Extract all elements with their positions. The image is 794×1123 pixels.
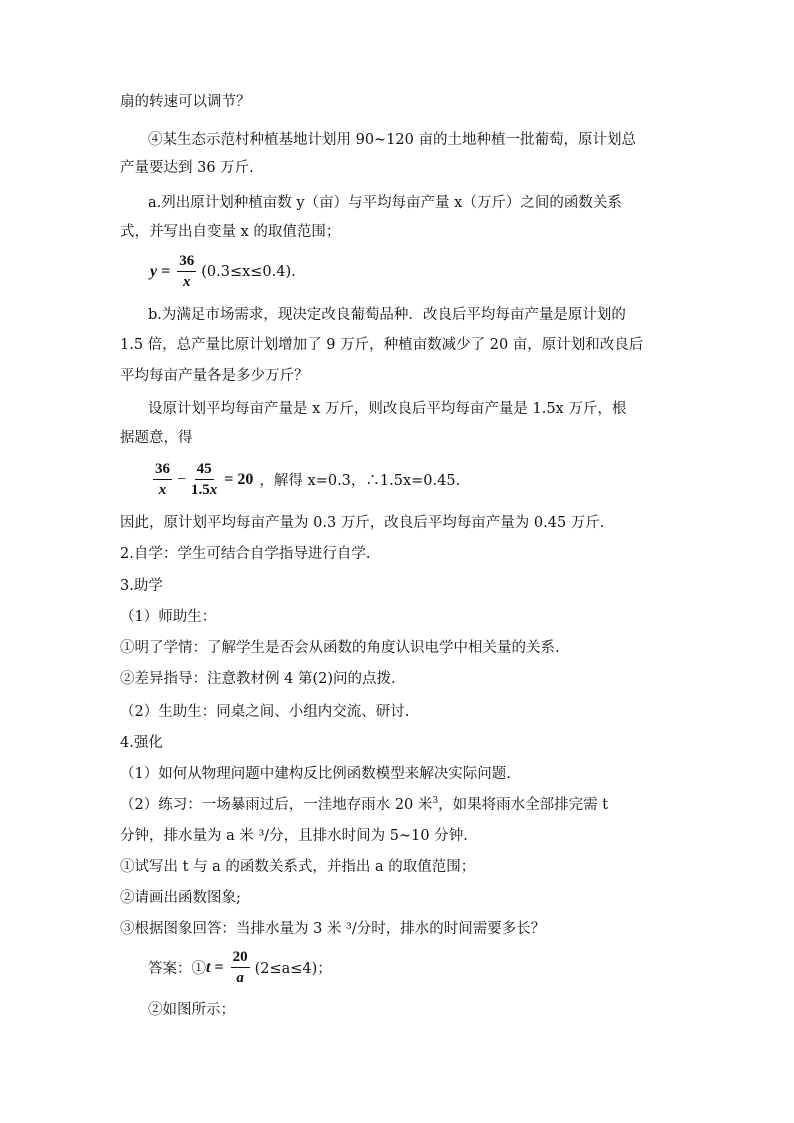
fraction-denominator [191, 480, 217, 499]
text-line [120, 795, 680, 815]
text-line: 扇的转速可以调节？ [120, 94, 251, 110]
formula-result: 20 [237, 470, 254, 488]
solution-text: ，解得 x=0.3，∴1.5x=0.45. [259, 473, 461, 489]
denominator-variable: x [209, 482, 218, 498]
denominator-coefficient: 1.5 [191, 482, 210, 498]
text-line: 3.助学 [120, 578, 163, 594]
text-line: ②请画出函数图象; [120, 890, 241, 906]
formula-answer [148, 948, 332, 987]
text-segment: （2）练习：一场暴雨过后，一洼地存雨水 20 米 [120, 797, 433, 813]
equals-sign: = [224, 470, 234, 488]
fraction [153, 460, 172, 499]
text-line: ①明了学情：了解学生是否会从函数的角度认识电学中相关量的关系. [120, 640, 560, 656]
text-line: （1）如何从物理问题中建构反比例函数模型来解决实际问题. [120, 766, 511, 782]
text-line: （2）生助生：同桌之间、小组内交流、研讨. [120, 704, 410, 720]
answer-prefix: 答案：① [148, 961, 206, 977]
text-line: 平均每亩产量各是多少万斤？ [120, 368, 309, 384]
domain-text: (2≤a≤4)； [254, 961, 332, 977]
text-line: ④某生态示范村种植基地计划用 90~120 亩的土地种植一批葡萄，原计划总 [148, 132, 636, 148]
domain-text: (0.3≤x≤0.4). [201, 263, 296, 280]
fraction [177, 252, 196, 291]
text-line: 1.5 倍，总产量比原计划增加了 9 万斤，种植亩数减少了 20 亩，原计划和改良后 [120, 337, 644, 353]
text-line: 式，并写出自变量 x 的取值范围； [120, 224, 341, 240]
text-line: a.列出原计划种植亩数 y（亩）与平均每亩产量 x（万斤）之间的函数关系 [148, 195, 622, 211]
text-line: （1）师助生： [120, 609, 217, 625]
fraction-denominator: a [236, 970, 244, 986]
equals-sign: = [214, 958, 224, 976]
superscript: 3 [432, 796, 439, 806]
formula-variable: y [150, 262, 158, 280]
fraction-numerator: 20 [231, 948, 250, 968]
formula-y-equals-36-over-x [150, 252, 296, 291]
formula-equation [150, 460, 460, 499]
fraction-numerator: 36 [177, 252, 196, 272]
text-line: 因此，原计划平均每亩产量为 0.3 万斤，改良后平均每亩产量为 0.45 万斤. [120, 515, 605, 531]
text-line: 4.强化 [120, 735, 163, 751]
text-line: 据题意，得 [120, 430, 193, 446]
minus-sign: − [177, 470, 187, 488]
text-segment: ，如果将雨水全部排完需 t [438, 797, 609, 813]
fraction-numerator: 45 [195, 460, 214, 480]
fraction-denominator: x [158, 482, 167, 498]
fraction [231, 948, 250, 987]
text-line: b.为满足市场需求，现决定改良葡萄品种．改良后平均每亩产量是原计划的 [148, 307, 626, 323]
fraction-denominator: x [182, 274, 191, 290]
text-line: 产量要达到 36 万斤. [120, 160, 254, 176]
text-line: ②差异指导：注意教材例 4 第(2)问的点拨. [120, 671, 396, 687]
text-line: ③根据图象回答：当排水量为 3 米 ³/分时，排水的时间需要多长？ [120, 921, 546, 937]
fraction [191, 460, 217, 499]
text-line: 分钟，排水量为 a 米 ³/分，且排水时间为 5~10 分钟. [120, 828, 468, 844]
text-line: ①试写出 t 与 a 的函数关系式，并指出 a 的取值范围； [120, 859, 476, 875]
text-line: 2.自学：学生可结合自学指导进行自学. [120, 546, 371, 562]
formula-variable: t [206, 958, 211, 976]
equals-sign: = [161, 262, 171, 280]
text-line: ②如图所示； [148, 1002, 235, 1018]
fraction-numerator: 36 [153, 460, 172, 480]
text-line: 设原计划平均每亩产量是 x 万斤，则改良后平均每亩产量是 1.5x 万斤，根 [148, 401, 627, 417]
